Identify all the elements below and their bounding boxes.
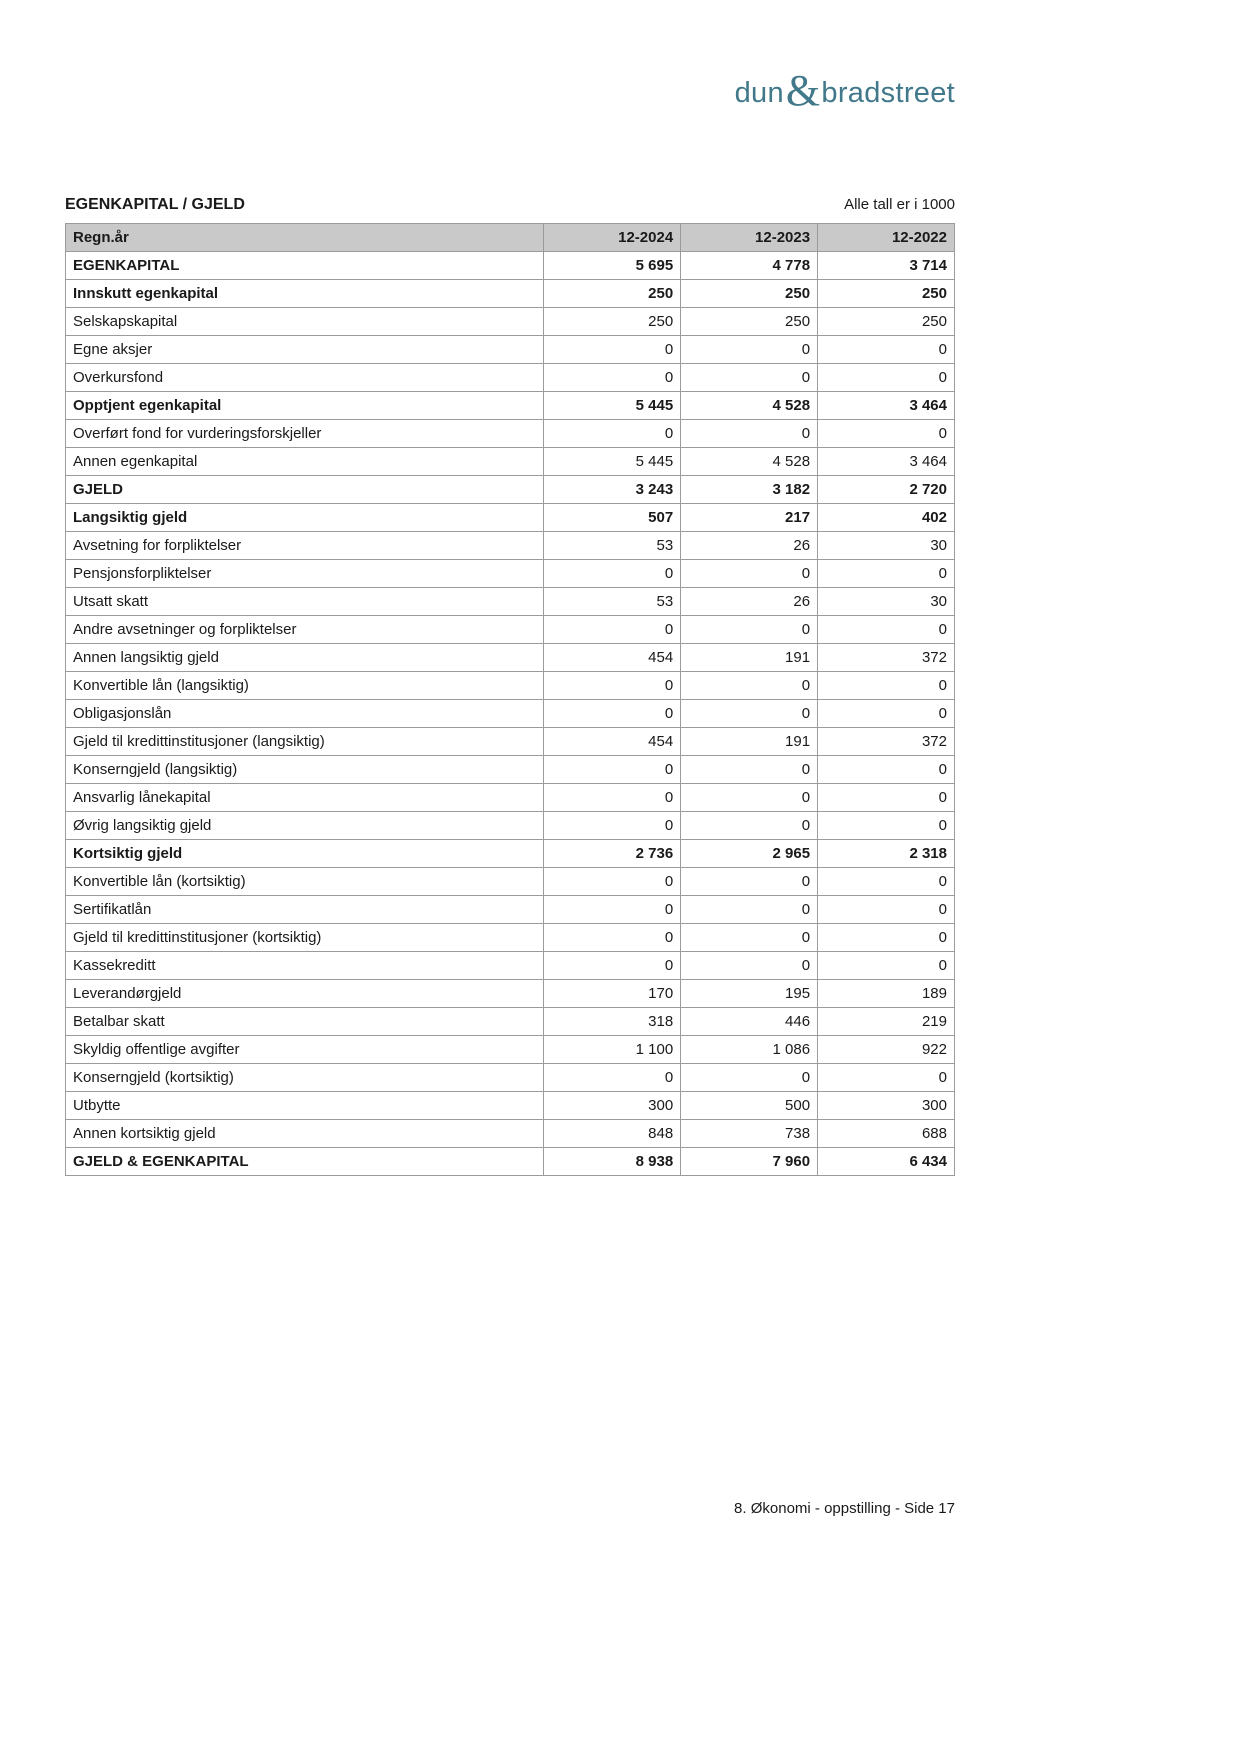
row-value: 0 [681,700,818,728]
row-value: 0 [544,868,681,896]
row-value: 0 [818,672,955,700]
table-row [66,616,955,644]
row-label: Sertifikatlån [66,896,544,924]
table-row [66,924,955,952]
row-value: 250 [681,280,818,308]
row-value: 0 [544,896,681,924]
row-value: 3 714 [818,252,955,280]
row-value: 0 [544,336,681,364]
table-row [66,672,955,700]
row-value: 300 [818,1092,955,1120]
row-value: 250 [818,280,955,308]
row-label: Avsetning for forpliktelser [66,532,544,560]
row-value: 0 [681,952,818,980]
row-value: 0 [681,1064,818,1092]
row-value: 454 [544,644,681,672]
row-value: 0 [681,868,818,896]
row-label: Andre avsetninger og forpliktelser [66,616,544,644]
logo-text-dun: dun [734,77,784,109]
table-row [66,756,955,784]
table-row [66,868,955,896]
row-label: Annen langsiktig gjeld [66,644,544,672]
table-header [66,224,955,252]
row-value: 0 [544,616,681,644]
row-value: 2 720 [818,476,955,504]
row-value: 30 [818,532,955,560]
row-value: 26 [681,588,818,616]
row-value: 5 445 [544,392,681,420]
row-value: 318 [544,1008,681,1036]
row-value: 0 [544,952,681,980]
page-footer: 8. Økonomi - oppstilling - Side 17 [734,1500,955,1517]
row-value: 3 464 [818,448,955,476]
table-row [66,252,955,280]
row-label: Annen egenkapital [66,448,544,476]
row-value: 0 [818,364,955,392]
row-label: Overkursfond [66,364,544,392]
row-label: EGENKAPITAL [66,252,544,280]
row-value: 3 243 [544,476,681,504]
row-value: 300 [544,1092,681,1120]
table-body [66,252,955,1176]
row-label: Utsatt skatt [66,588,544,616]
table-header-row [66,224,955,252]
row-value: 0 [681,364,818,392]
row-label: Gjeld til kredittinstitusjoner (langsiktig) [66,728,544,756]
row-value: 7 960 [681,1148,818,1176]
row-value: 0 [544,812,681,840]
row-value: 0 [544,364,681,392]
row-value: 0 [544,700,681,728]
row-value: 0 [818,616,955,644]
logo-ampersand-icon: & [785,66,821,115]
row-value: 500 [681,1092,818,1120]
row-value: 30 [818,588,955,616]
row-value: 0 [818,952,955,980]
row-value: 0 [818,924,955,952]
table-row [66,1120,955,1148]
row-value: 0 [818,896,955,924]
row-value: 6 434 [818,1148,955,1176]
row-value: 219 [818,1008,955,1036]
row-value: 0 [681,672,818,700]
row-value: 0 [544,784,681,812]
row-value: 26 [681,532,818,560]
row-value: 0 [681,812,818,840]
row-value: 4 778 [681,252,818,280]
table-row [66,532,955,560]
row-label: Langsiktig gjeld [66,504,544,532]
row-value: 170 [544,980,681,1008]
column-header-regnaar: Regn.år [66,224,544,252]
table-row [66,812,955,840]
row-value: 5 695 [544,252,681,280]
row-value: 250 [818,308,955,336]
row-label: Kassekreditt [66,952,544,980]
row-label: Betalbar skatt [66,1008,544,1036]
row-label: Kortsiktig gjeld [66,840,544,868]
table-row [66,364,955,392]
row-value: 191 [681,644,818,672]
balance-sheet-table [65,223,955,1176]
row-value: 0 [544,672,681,700]
column-header-2024: 12-2024 [544,224,681,252]
table-row [66,644,955,672]
row-value: 0 [544,420,681,448]
row-value: 0 [681,616,818,644]
row-value: 3 182 [681,476,818,504]
table-row [66,1092,955,1120]
row-value: 848 [544,1120,681,1148]
row-value: 0 [681,896,818,924]
row-label: Konvertible lån (langsiktig) [66,672,544,700]
row-value: 0 [681,924,818,952]
row-value: 446 [681,1008,818,1036]
row-value: 688 [818,1120,955,1148]
row-value: 0 [818,560,955,588]
row-value: 250 [544,280,681,308]
table-row [66,588,955,616]
row-label: Ansvarlig lånekapital [66,784,544,812]
row-label: Konserngjeld (kortsiktig) [66,1064,544,1092]
table-row [66,1064,955,1092]
row-value: 0 [544,560,681,588]
row-label: Konvertible lån (kortsiktig) [66,868,544,896]
row-value: 922 [818,1036,955,1064]
row-label: Skyldig offentlige avgifter [66,1036,544,1064]
row-label: Selskapskapital [66,308,544,336]
row-value: 189 [818,980,955,1008]
row-label: Innskutt egenkapital [66,280,544,308]
row-value: 0 [681,784,818,812]
row-label: Egne aksjer [66,336,544,364]
row-value: 0 [544,756,681,784]
row-value: 402 [818,504,955,532]
table-row [66,896,955,924]
row-value: 372 [818,728,955,756]
row-label: Konserngjeld (langsiktig) [66,756,544,784]
section-header [65,196,955,214]
row-label: Utbytte [66,1092,544,1120]
row-value: 0 [681,336,818,364]
row-label: Gjeld til kredittinstitusjoner (kortsiktig) [66,924,544,952]
row-value: 3 464 [818,392,955,420]
row-label: Opptjent egenkapital [66,392,544,420]
row-value: 0 [818,784,955,812]
row-value: 250 [681,308,818,336]
page-title: EGENKAPITAL / GJELD [65,196,245,213]
row-label: Overført fond for vurderingsforskjeller [66,420,544,448]
logo-text-bradstreet: bradstreet [821,77,955,109]
row-label: GJELD [66,476,544,504]
row-value: 195 [681,980,818,1008]
table-row [66,308,955,336]
row-value: 0 [681,420,818,448]
table-row [66,840,955,868]
table-row [66,336,955,364]
row-value: 738 [681,1120,818,1148]
row-value: 191 [681,728,818,756]
row-value: 372 [818,644,955,672]
row-value: 0 [544,924,681,952]
row-label: Leverandørgjeld [66,980,544,1008]
table-row [66,1148,955,1176]
row-value: 0 [544,1064,681,1092]
row-value: 250 [544,308,681,336]
row-value: 5 445 [544,448,681,476]
table-row [66,448,955,476]
row-value: 4 528 [681,448,818,476]
row-value: 2 965 [681,840,818,868]
units-note: Alle tall er i 1000 [844,196,955,213]
table-row [66,700,955,728]
table-row [66,420,955,448]
column-header-2023: 12-2023 [681,224,818,252]
row-label: GJELD & EGENKAPITAL [66,1148,544,1176]
row-value: 2 736 [544,840,681,868]
row-label: Øvrig langsiktig gjeld [66,812,544,840]
table-row [66,560,955,588]
row-label: Annen kortsiktig gjeld [66,1120,544,1148]
table-row [66,476,955,504]
row-value: 0 [818,420,955,448]
row-value: 0 [818,700,955,728]
row-value: 0 [818,868,955,896]
row-value: 4 528 [681,392,818,420]
report-content [65,196,955,1176]
row-value: 1 086 [681,1036,818,1064]
row-value: 0 [681,560,818,588]
table-row [66,728,955,756]
row-value: 2 318 [818,840,955,868]
row-label: Obligasjonslån [66,700,544,728]
table-row [66,980,955,1008]
table-row [66,1036,955,1064]
table-row [66,784,955,812]
column-header-2022: 12-2022 [818,224,955,252]
row-value: 1 100 [544,1036,681,1064]
row-value: 53 [544,532,681,560]
table-row [66,952,955,980]
row-value: 454 [544,728,681,756]
row-value: 0 [818,1064,955,1092]
dun-and-bradstreet-logo [734,66,955,115]
row-label: Pensjonsforpliktelser [66,560,544,588]
row-value: 53 [544,588,681,616]
row-value: 0 [818,756,955,784]
table-row [66,392,955,420]
table-row [66,1008,955,1036]
row-value: 217 [681,504,818,532]
row-value: 8 938 [544,1148,681,1176]
row-value: 0 [681,756,818,784]
row-value: 0 [818,336,955,364]
row-value: 507 [544,504,681,532]
row-value: 0 [818,812,955,840]
table-row [66,280,955,308]
table-row [66,504,955,532]
